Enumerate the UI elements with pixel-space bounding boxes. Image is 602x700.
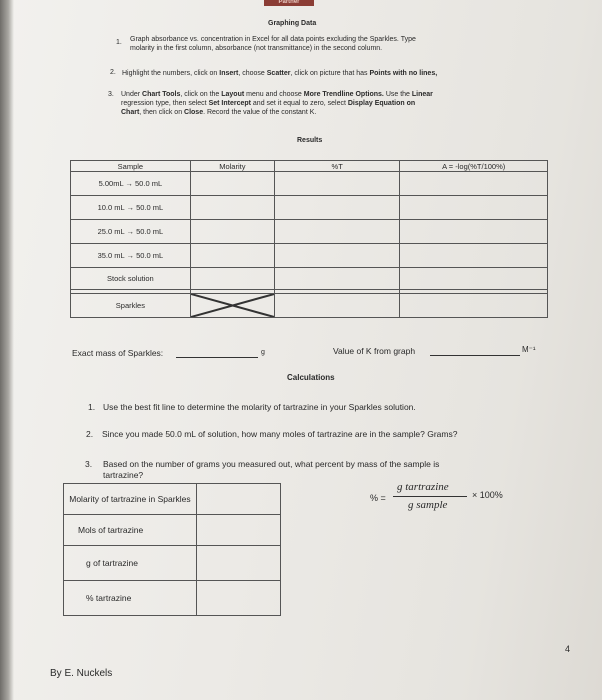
absorbance-cell[interactable] xyxy=(400,196,548,220)
instruction-3-line-3: Chart, then click on Close. Record the value of the constant K. xyxy=(121,109,317,116)
table-row xyxy=(64,515,281,546)
percent-t-cell[interactable] xyxy=(274,220,399,244)
calculations-table xyxy=(63,483,281,616)
header-absorbance: A = -log(%T/100%) xyxy=(400,161,548,172)
table-row xyxy=(71,196,548,220)
percent-t-cell[interactable] xyxy=(274,196,399,220)
crossed-out-cell xyxy=(190,294,274,318)
grams-tartrazine-label: g of tartrazine xyxy=(64,546,197,581)
k-value-unit: M⁻¹ xyxy=(522,345,536,354)
table-row xyxy=(71,268,548,290)
mols-tartrazine-label: Mols of tartrazine xyxy=(64,515,197,546)
table-row xyxy=(71,244,548,268)
molarity-tartrazine-label: Molarity of tartrazine in Sparkles xyxy=(64,484,197,515)
sample-cell: 5.00mL → 50.0 mL xyxy=(71,172,191,196)
sample-cell: Sparkles xyxy=(71,294,191,318)
cross-out-mark xyxy=(191,294,274,317)
instruction-2 xyxy=(122,69,542,78)
grams-tartrazine-answer[interactable] xyxy=(196,546,280,581)
graphing-data-heading: Graphing Data xyxy=(268,20,317,27)
molarity-cell[interactable] xyxy=(190,268,274,290)
instruction-2-insert: Insert xyxy=(219,70,239,77)
instruction-2-points: Points with no lines, xyxy=(369,70,438,77)
question-3 xyxy=(103,459,439,481)
instruction-1-line-1: Graph absorbance vs. concentration in Excel for all data points excluding the Sparkles. Type xyxy=(130,36,416,43)
absorbance-cell[interactable] xyxy=(400,220,548,244)
formula-numerator: g tartrazine xyxy=(397,481,449,493)
formula-lhs: % = xyxy=(370,493,386,503)
formula-denominator: g sample xyxy=(408,499,448,511)
molarity-cell[interactable] xyxy=(190,196,274,220)
author-credit: By E. Nuckels xyxy=(50,668,113,679)
table-row xyxy=(71,172,548,196)
percent-t-cell[interactable] xyxy=(274,172,399,196)
instruction-2-text-c: , choose xyxy=(238,70,267,77)
page-shadow-edge xyxy=(0,0,14,700)
sample-cell: 10.0 mL → 50.0 mL xyxy=(71,196,191,220)
question-2: Since you made 50.0 mL of solution, how many moles of tartrazine are in the sample? Grams? xyxy=(102,429,458,439)
molarity-cell[interactable] xyxy=(190,244,274,268)
table-row xyxy=(71,220,548,244)
percent-tartrazine-label: % tartrazine xyxy=(64,581,197,616)
question-3-number: 3. xyxy=(85,459,93,469)
k-value-label: Value of K from graph xyxy=(333,346,416,356)
mass-blank[interactable] xyxy=(176,357,258,358)
percent-tartrazine-answer[interactable] xyxy=(196,581,280,616)
sample-cell: 25.0 mL → 50.0 mL xyxy=(71,220,191,244)
sample-cell: Stock solution xyxy=(71,268,191,290)
molarity-cell[interactable] xyxy=(190,172,274,196)
instruction-1-line-2: molarity in the first column, absorbance (not transmittance) in the second column. xyxy=(130,45,383,52)
table-row xyxy=(64,484,281,515)
results-header-row xyxy=(71,161,548,172)
absorbance-cell[interactable] xyxy=(400,244,548,268)
absorbance-cell[interactable] xyxy=(400,294,548,318)
question-3-line-2: tartrazine? xyxy=(103,470,144,480)
table-row xyxy=(71,294,548,318)
molarity-cell[interactable] xyxy=(190,220,274,244)
header-percent-t: %T xyxy=(274,161,399,172)
question-3-line-1: Based on the number of grams you measured out, what percent by mass of the sample is xyxy=(103,459,440,469)
absorbance-cell[interactable] xyxy=(400,268,548,290)
calculations-heading: Calculations xyxy=(287,373,335,382)
k-value-blank[interactable] xyxy=(430,355,520,356)
results-table xyxy=(70,160,548,318)
instruction-2-scatter: Scatter xyxy=(266,70,291,77)
percent-t-cell[interactable] xyxy=(274,294,399,318)
fraction-bar xyxy=(393,496,467,497)
percent-t-cell[interactable] xyxy=(274,244,399,268)
question-1: Use the best fit line to determine the molarity of tartrazine in your Sparkles solution. xyxy=(103,402,416,412)
instruction-3-line-2: regression type, then select Set Intercept and set it equal to zero, select Display Equation on xyxy=(121,100,416,107)
instruction-3-number: 3. xyxy=(108,91,114,98)
instruction-1 xyxy=(130,35,530,53)
table-row xyxy=(64,546,281,581)
instruction-3-line-1: Under Chart Tools, click on the Layout menu and choose More Trendline Options. Use the Linear xyxy=(121,91,433,98)
percent-t-cell[interactable] xyxy=(274,268,399,290)
question-1-number: 1. xyxy=(88,402,96,412)
table-row xyxy=(64,581,281,616)
results-heading: Results xyxy=(297,137,323,144)
sample-cell: 35.0 mL → 50.0 mL xyxy=(71,244,191,268)
mass-unit: g xyxy=(261,349,265,356)
instruction-1-number: 1. xyxy=(116,39,122,46)
header-molarity: Molarity xyxy=(190,161,274,172)
instruction-2-text-a: Highlight the numbers, click on xyxy=(122,70,220,77)
instruction-2-number: 2. xyxy=(110,69,116,76)
partner-tab: Partner xyxy=(264,0,314,6)
instruction-3 xyxy=(121,90,551,117)
absorbance-cell[interactable] xyxy=(400,172,548,196)
formula-times: × 100% xyxy=(472,490,503,500)
header-sample: Sample xyxy=(71,161,191,172)
mols-tartrazine-answer[interactable] xyxy=(196,515,280,546)
molarity-tartrazine-answer[interactable] xyxy=(196,484,280,515)
question-2-number: 2. xyxy=(86,429,94,439)
page-number: 4 xyxy=(565,644,571,654)
instruction-2-text-e: , click on picture that has xyxy=(290,70,370,77)
mass-label: Exact mass of Sparkles: xyxy=(72,348,164,358)
